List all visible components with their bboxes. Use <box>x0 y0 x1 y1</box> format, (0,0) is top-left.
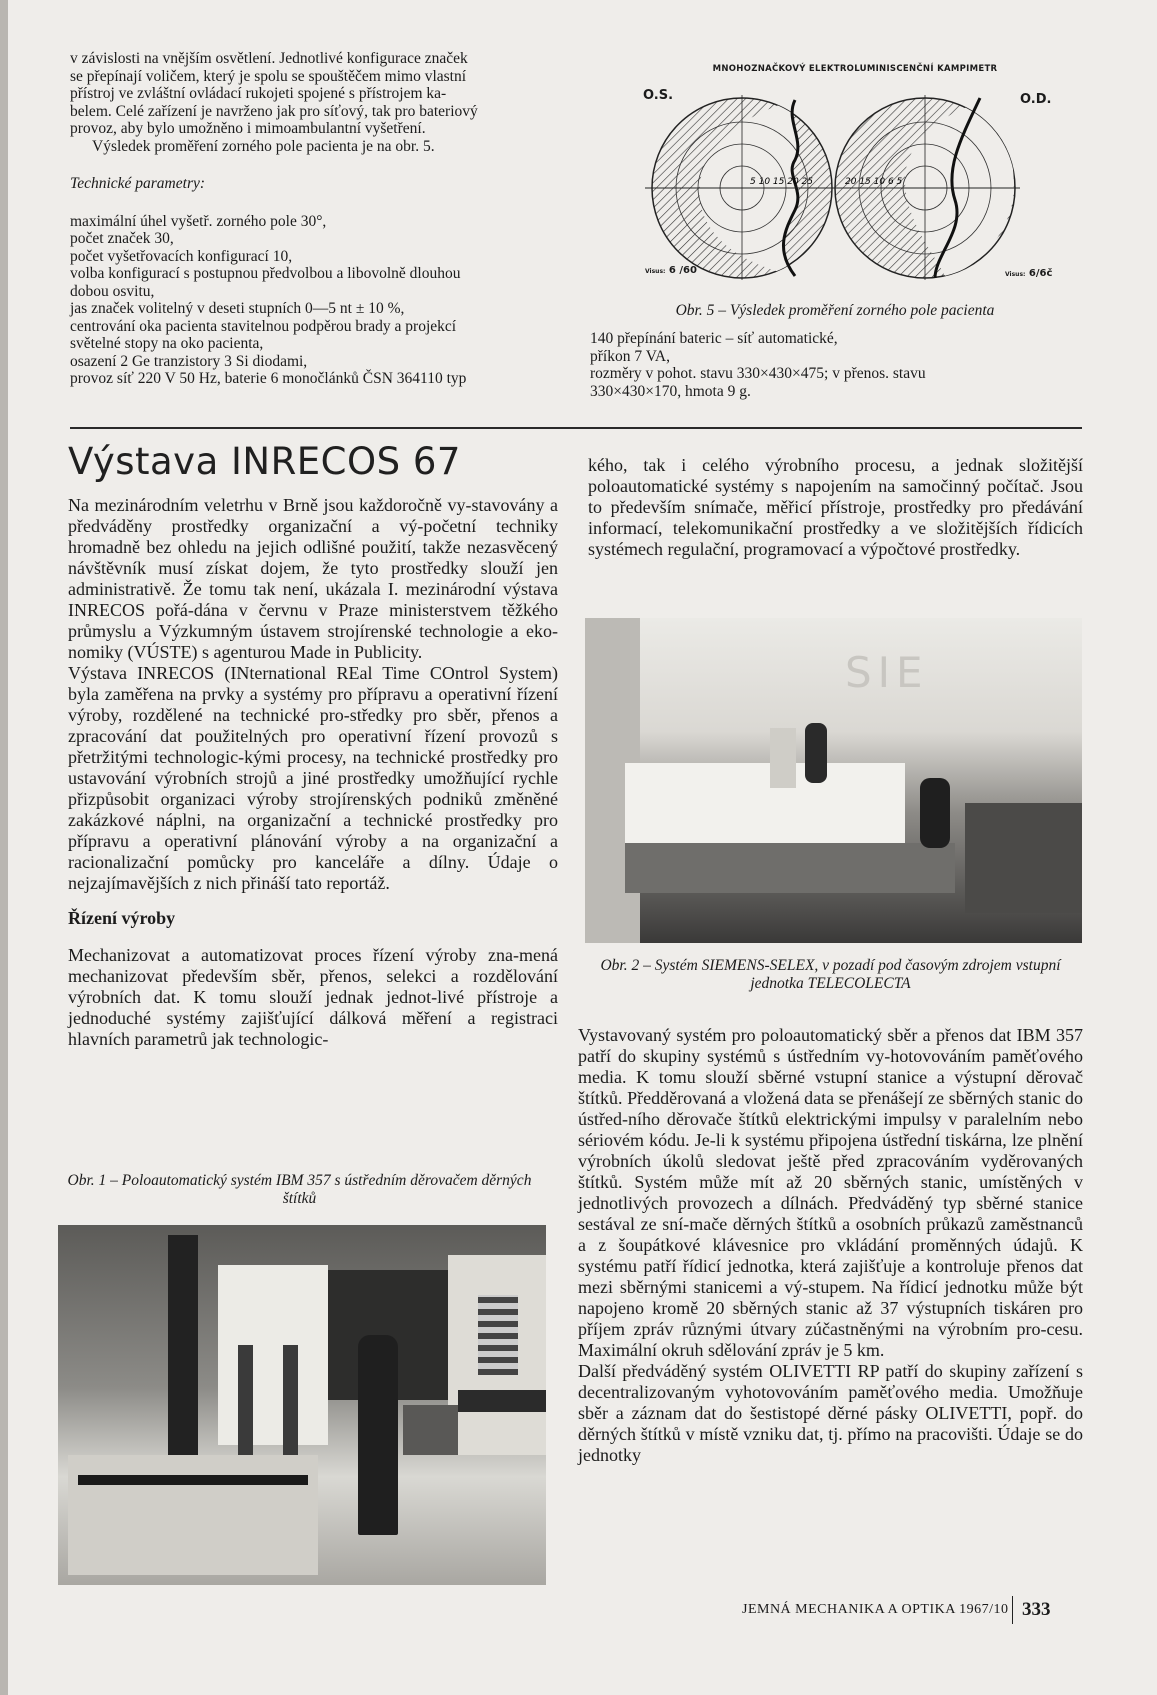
param-line: dobou osvitu, <box>70 282 155 300</box>
left-column <box>68 495 558 1050</box>
result-line: Výsledek proměření zorného pole pacienta je na obr. 5. <box>92 137 435 155</box>
footer-divider <box>1012 1596 1013 1624</box>
figure-2-caption: Obr. 2 – Systém SIEMENS-SELEX, v pozadí pod časovým zdrojem vstupní jednotka TELECOLECTA <box>600 957 1061 992</box>
figure-1-photo <box>58 1225 546 1585</box>
top-right-params <box>590 330 1082 400</box>
visual-field-chart <box>645 80 1020 290</box>
article-headline: Výstava INRECOS 67 <box>68 440 461 483</box>
left-eye-label: O.S. <box>643 88 674 103</box>
param-line: počet vyšetřovacích konfigurací 10, <box>70 247 293 265</box>
figure-2-photo <box>585 618 1082 943</box>
intro-line: belem. Celé zařízení je navrženo jak pro síťový, tak pro bateriový <box>70 102 478 120</box>
scale-right: 20 15 10 6 5 <box>845 177 903 187</box>
intro-line: provoz, aby bylo umožněno i mimoambulantní vyšetření. <box>70 120 426 137</box>
param-line: centrování oka pacienta stavitelnou podpěrou brady a projekcí <box>70 317 457 335</box>
page-number: 333 <box>1022 1599 1051 1620</box>
right-paragraph-2: Vystavovaný systém pro poloautomatický sběr a přenos dat IBM 357 patří do skupiny systémů s ústředním vy-hotovováním paměťového media. K tomu slouží sběrné vstupní stanice a výstupní děrovač štítků. Předděrovaná a vložená data se přenášejí ze sběrných stanic do ústřed-ního děrovače štítků elektrickými impulsy v paralelním nebo sériovém kódu. Je-li k systému připojena ústřední tiskárna, lze plnění výrobních úkolů sledovat ještě před zpracováním vyděrovaných štítků. Systém může mít až 20 sběrných stanic, umístěných v jednotlivých provozech a dílnách. Předváděný typ sběrné stanice sestával ze sní-mače děrných štítků a osobních průkazů zaměstnanců a z šoupátkové klávesnice pro vkládání proměnných údajů. K systému patří řídicí jednotka, která zajišťuje a kontroluje přenos dat mezi sběrnými stanicemi a vý-stupem. Na řídicí jednotku může být napojeno kromě 20 sběrných stanic až 37 výstupních tiskáren pro příjem zpráv různými útvary zúčastněnými na výrobním pro-cesu. Maximální okruh sdělování zpráv je 5 km. <box>578 1025 1083 1360</box>
paragraph-1: Na mezinárodním veletrhu v Brně jsou každoročně vy-stavovány a předváděny prostředky organizační a vý-početní techniky hromadně bez ohledu na jejich odlišné použití, takže nezasvěcený návštěvník musí získat dojem, že tyto prostředky slouží jen administrativě. Že tomu tak není, ukázala I. mezinárodní výstava INRECOS pořá-dána v červnu v Praze ministerstvem těžkého průmyslu a Výzkumným ústavem strojírenské technologie a eko-nomiky (VÚSTE) s agenturou Made in Publicity. <box>68 495 558 662</box>
visus-right: Visus: 6/6č <box>1005 268 1053 279</box>
section-divider <box>70 427 1082 429</box>
intro-line: v závislosti na vnějším osvětlení. Jednotlivé konfigurace značek <box>70 50 468 67</box>
person-figure <box>358 1335 398 1535</box>
journal-footer: JEMNÁ MECHANIKA A OPTIKA 1967/10 <box>742 1602 1009 1617</box>
right-column-bottom <box>578 1025 1083 1466</box>
params-heading: Technické parametry: <box>70 175 206 192</box>
intro-line: se přepínají voličem, který je spolu se spouštěčem mimo vlastní <box>70 67 467 85</box>
person-right <box>920 778 950 848</box>
right-paragraph-3: Další předváděný systém OLIVETTI RP patří do skupiny zařízení s decentralizovaným vyhotovováním paměťového media. Umožňuje sběr a záznam dat do šestistopé děrné pásky OLIVETTI, popř. do děrných štítků v místě vzniku dat, tj. přímo na pracovišti. Údaje se do jednotky <box>578 1361 1083 1465</box>
subhead-rizeni: Řízení výroby <box>68 908 176 928</box>
param-line: maximální úhel vyšetř. zorného pole 30°, <box>70 212 327 230</box>
intro-line: přístroj ve zvláštní ovládací rukojeti spojené s přístrojem ka- <box>70 85 447 102</box>
top-left-text <box>70 50 570 388</box>
param-line: osazení 2 Ge tranzistory 3 Si diodami, <box>70 352 308 370</box>
wall-text: SIE <box>845 648 929 697</box>
right-eye-label: O.D. <box>1020 92 1052 107</box>
page-edge <box>0 0 8 1695</box>
paragraph-2: Výstava INRECOS (INternational REal Time COntrol System) byla zaměřena na prvky a systémy pro přípravu a operativní řízení výroby, rozdělené na technické pro-středky pro sběr, přenos a zpracování dat použitelných pro operativní řízení provozů s přetržitými technologic-kými procesy, na technické prostředky pro ustavování výrobních strojů a jiné prostředky umožňující rychle přizpůsobit organizaci výroby strojírenských podniků změněné zakázkové náplni, na organizační a technické prostředky pro přípravu a operativní plánování výroby a na organizační a racionalizační pomůcky pro kanceláře a dílny. Údaje o nejzajímavějších z nich přináší tato reportáž. <box>68 663 558 893</box>
param-line: 140 přepínání bateric – síť automatické, <box>590 330 838 347</box>
person-left <box>805 723 827 783</box>
param-line: příkon 7 VA, <box>590 347 670 365</box>
param-line: 330×430×170, hmota 9 g. <box>590 382 751 400</box>
right-column-top <box>588 455 1083 560</box>
visus-left: Visus: 6 /60 <box>645 265 697 276</box>
figure-5-title: MNOHOZNAČKOVÝ ELEKTROLUMINISCENČNÍ KAMPIMETR <box>712 64 998 74</box>
scale-left: 5 10 15 20 25 <box>750 177 813 187</box>
params-list <box>70 213 570 388</box>
paragraph-3: Mechanizovat a automatizovat proces řízení výroby zna-mená mechanizovat především sběr, přenos, selekci a rozdělování výrobních dat. K tomu slouží jednak jednot-livé přístroje a jednoduché systémy zajišťující dálková měření a registraci hlavních parametrů jak technologic- <box>68 945 558 1049</box>
figure-1-caption: Obr. 1 – Poloautomatický systém IBM 357 s ústředním děrovačem děrných štítků <box>67 1172 532 1207</box>
param-line: rozměry v pohot. stavu 330×430×475; v přenos. stavu <box>590 365 926 382</box>
param-line: jas značek volitelný v deseti stupních 0—5 nt ± 10 %, <box>70 300 405 317</box>
right-paragraph-1: kého, tak i celého výrobního procesu, a jednak složitější poloautomatické systémy s napojením na samočinný počítač. Jsou to především snímače, měřicí přístroje, prostředky pro předávání informací, telekomunikační prostředky a ve složitějších řídicích systémech regulační, programovací a výpočtové prostředky. <box>588 455 1083 559</box>
intro-paragraph <box>70 50 570 138</box>
figure-5-caption: Obr. 5 – Výsledek proměření zorného pole pacienta <box>675 302 995 319</box>
param-line: světelné stopy na oko pacienta, <box>70 335 264 352</box>
figure-5 <box>595 60 1075 295</box>
param-line: provoz síť 220 V 50 Hz, baterie 6 monočlánků ČSN 364110 typ <box>70 370 467 387</box>
param-line: počet značek 30, <box>70 230 174 247</box>
param-line: volba konfigurací s postupnou předvolbou a libovolně dlouhou <box>70 265 461 282</box>
